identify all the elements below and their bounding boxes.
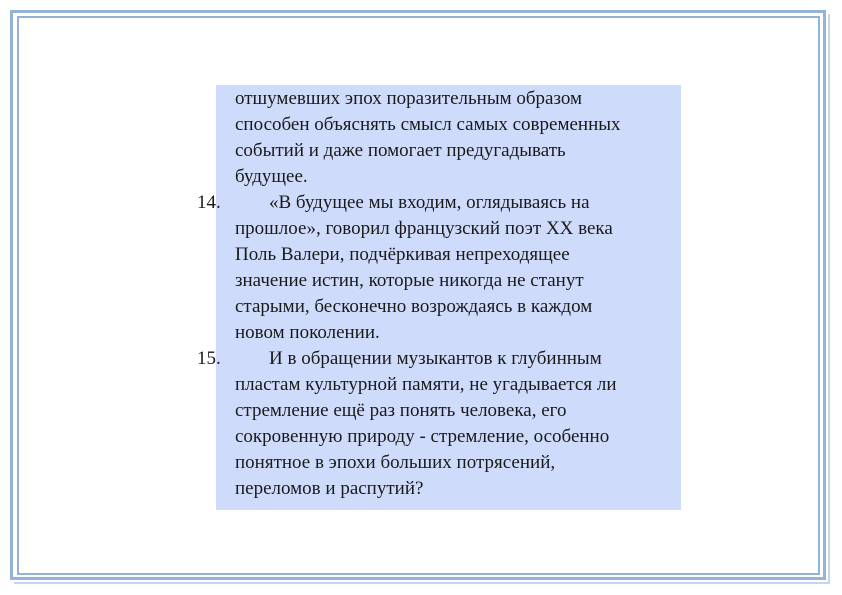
- text-line: будущее.: [235, 166, 308, 187]
- text-line: понятное в эпохи больших потрясений,: [235, 452, 556, 473]
- text-line: И в обращении музыкантов к глубинным: [269, 348, 602, 369]
- text-box: [197, 85, 681, 510]
- text-line: значение истин, которые никогда не станут: [235, 270, 584, 291]
- text-line: старыми, бесконечно возрождаясь в каждом: [235, 296, 593, 317]
- paragraph-continuation: [216, 86, 681, 190]
- text-line: стремление ещё раз понять человека, его: [235, 400, 567, 421]
- text-line: событий и даже помогает предугадывать: [235, 140, 566, 161]
- text-line: переломов и распутий?: [235, 478, 424, 499]
- paragraph-15: [197, 346, 681, 502]
- text-line: прошлое», говорил французский поэт XX века: [235, 218, 613, 239]
- list-number: 15.: [197, 348, 221, 369]
- text-line: новом поколении.: [235, 322, 380, 343]
- text-line: сокровенную природу - стремление, особенно: [235, 426, 610, 447]
- text-line: «В будущее мы входим, оглядываясь на: [269, 192, 590, 213]
- text-line: Поль Валери, подчёркивая непреходящее: [235, 244, 570, 265]
- text-line: способен объяснять смысл самых современных: [235, 114, 621, 135]
- paragraph-14: [197, 190, 681, 346]
- text-line: отшумевших эпох поразительным образом: [235, 88, 583, 109]
- list-number: 14.: [197, 192, 221, 213]
- text-line: пластам культурной памяти, не угадывается ли: [235, 374, 617, 395]
